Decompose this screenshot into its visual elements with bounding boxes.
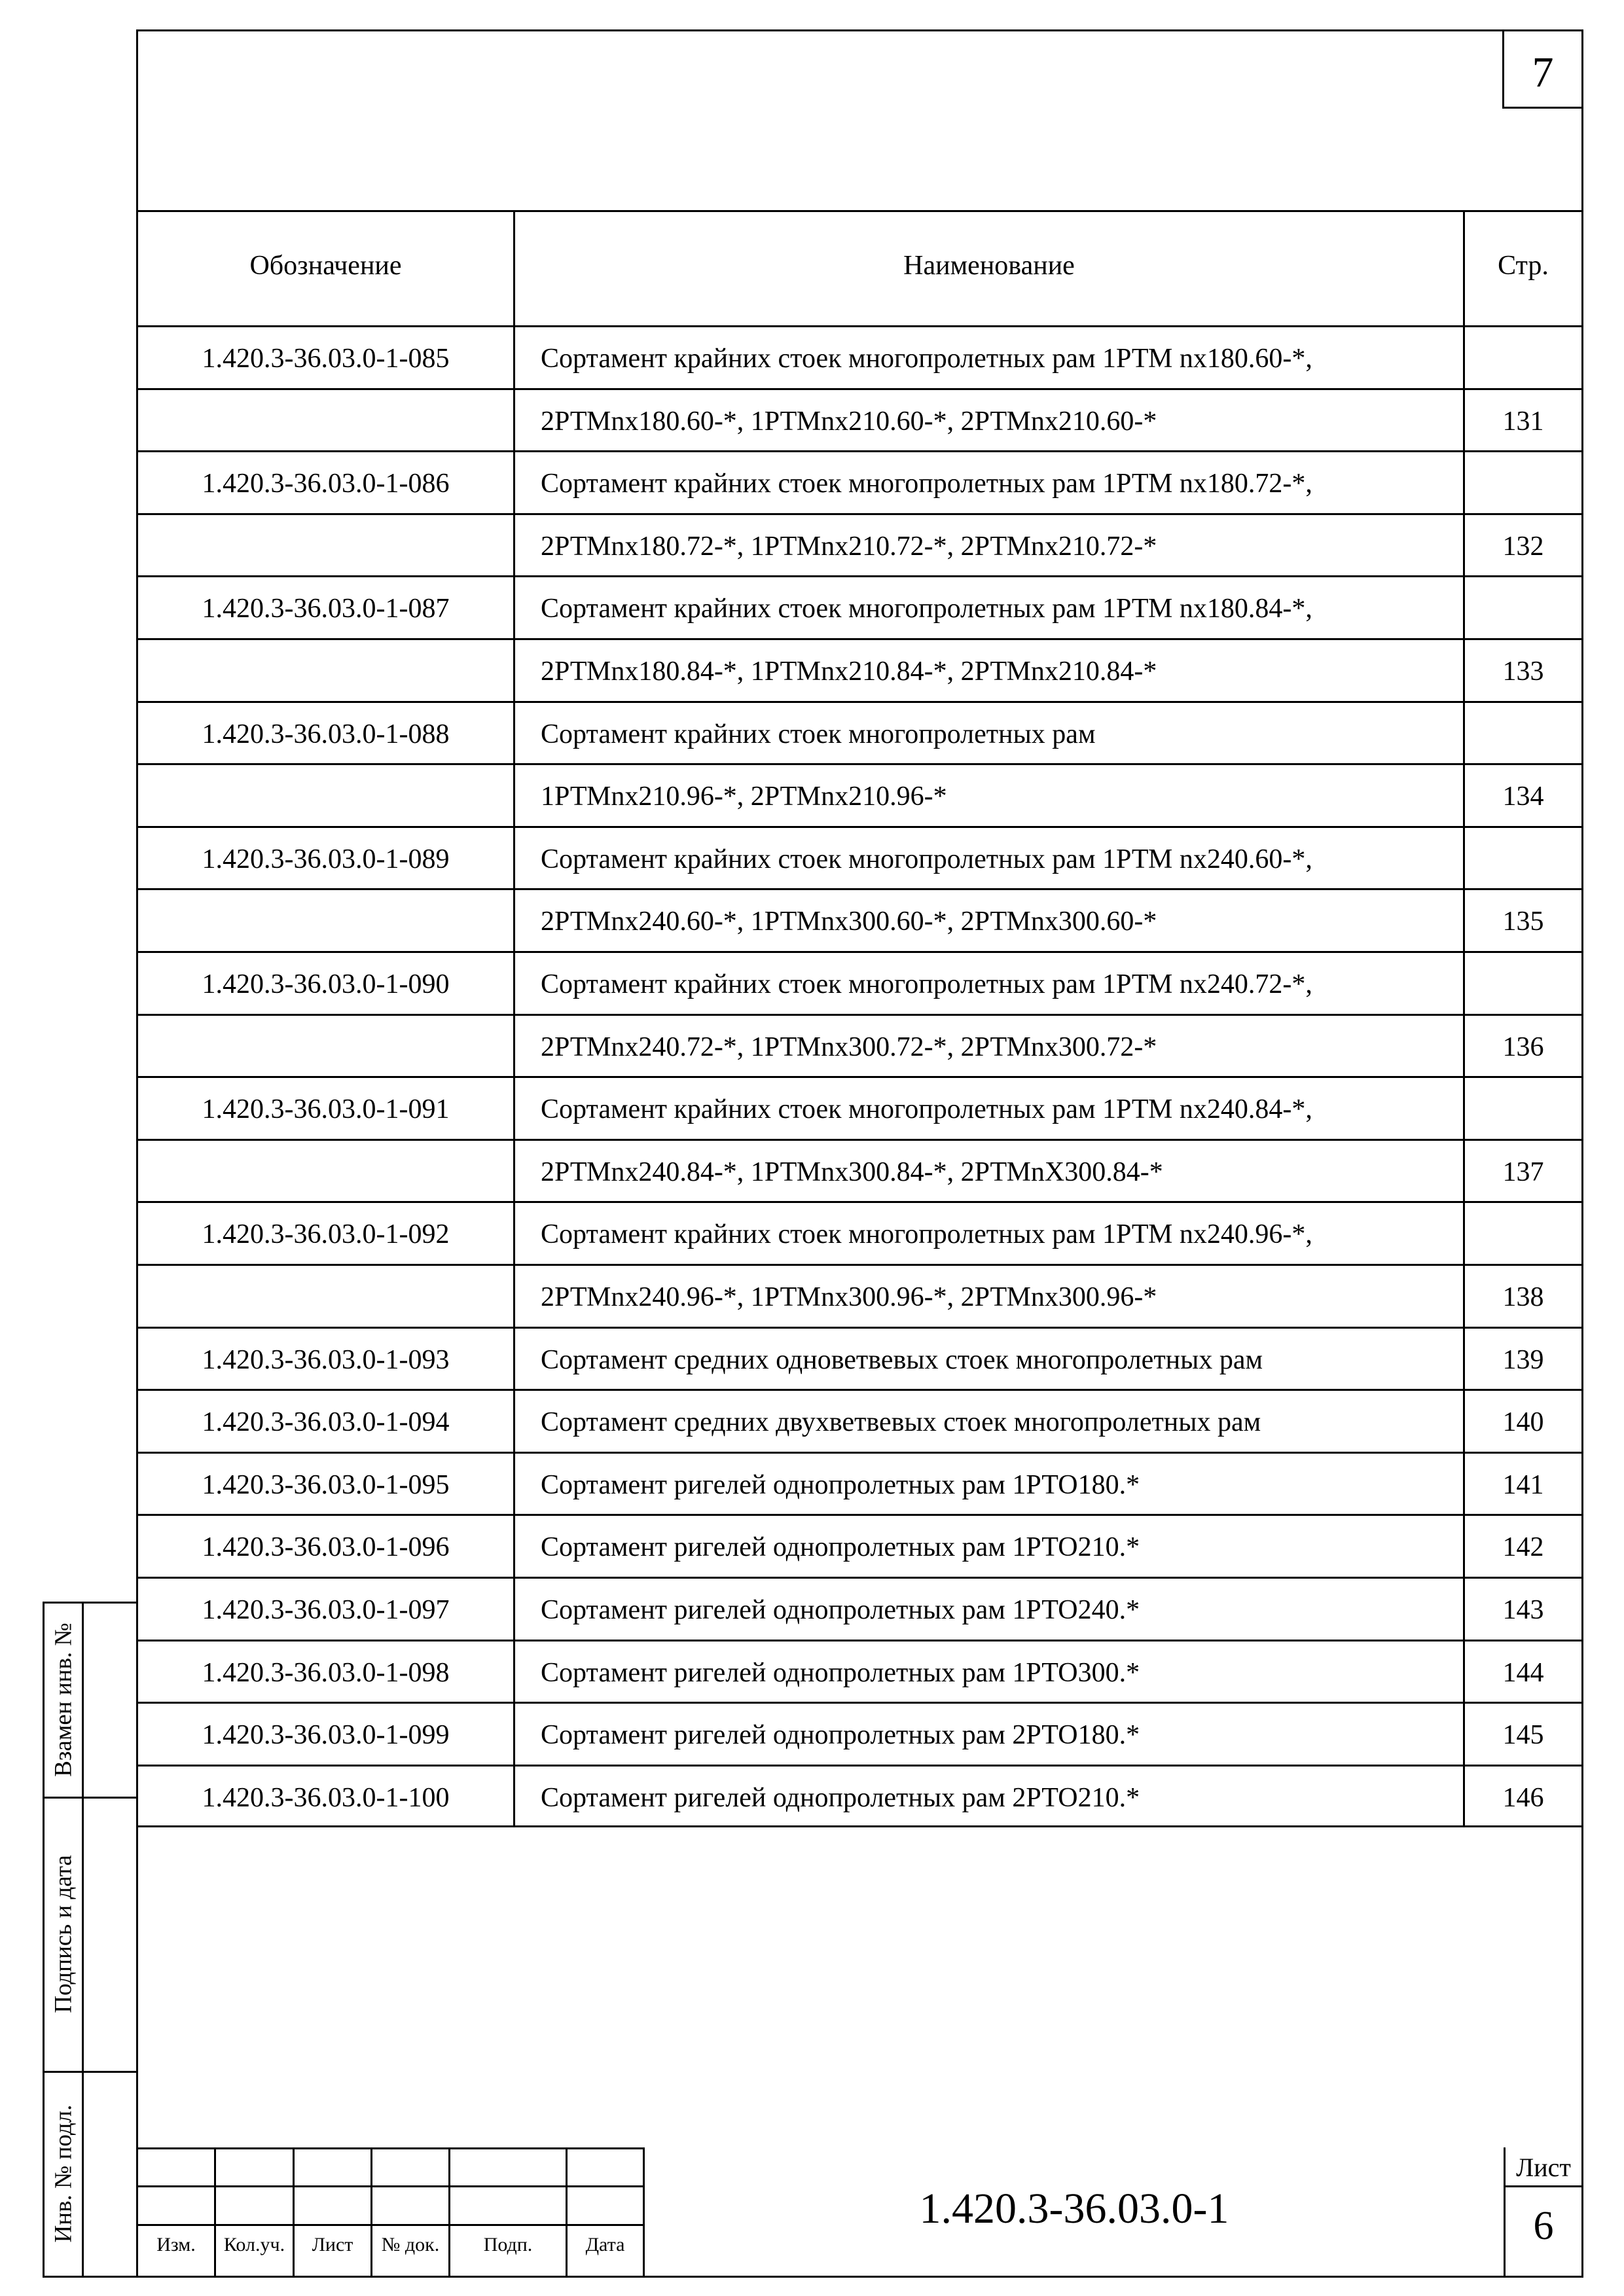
col-label-list: Лист: [312, 2234, 353, 2255]
title-block-col-5: [566, 2147, 568, 2278]
side-stamp-line-1: [43, 1797, 136, 1799]
row-name: Сортамент крайних стоек многопролетных рам 1РТМ nx180.60-*,: [541, 344, 1312, 374]
col-label-izm: Изм.: [156, 2234, 196, 2255]
row-page: 142: [1502, 1532, 1544, 1563]
row-divider: [136, 1264, 1583, 1266]
col-label-signature: Подп.: [483, 2234, 533, 2255]
row-divider: [136, 1389, 1583, 1391]
col-label-kol-uch: Кол.уч.: [223, 2234, 285, 2255]
row-divider: [136, 1327, 1583, 1329]
row-divider: [136, 1076, 1583, 1078]
row-divider: [136, 1640, 1583, 1641]
row-divider: [136, 1014, 1583, 1016]
document-code: 1.420.3-36.03.0-1: [919, 2185, 1229, 2233]
table-col-divider-1: [513, 210, 515, 1827]
sheet-box-divider: [1504, 2185, 1583, 2187]
frame-top-border: [136, 29, 1583, 31]
row-name: 1РТМnx210.96-*, 2РТМnx210.96-*: [541, 781, 947, 812]
row-name: Сортамент ригелей однопролетных рам 1РТО180.*: [541, 1469, 1140, 1500]
row-divider: [136, 575, 1583, 577]
row-designation: 1.420.3-36.03.0-1-089: [202, 844, 450, 874]
row-name: 2РТМnx180.72-*, 1РТМnx210.72-*, 2РТМnx210.72-*: [541, 531, 1157, 562]
row-name: 2РТМnx180.84-*, 1РТМnx210.84-*, 2РТМnx210.84-*: [541, 656, 1157, 687]
side-stamp-inv-original: Инв. № подл.: [50, 2104, 77, 2243]
header-designation: Обозначение: [249, 251, 402, 281]
row-divider: [136, 951, 1583, 953]
row-divider: [136, 513, 1583, 515]
row-name: Сортамент ригелей однопролетных рам 2РТО210.*: [541, 1782, 1140, 1813]
row-designation: 1.420.3-36.03.0-1-096: [202, 1532, 450, 1563]
row-page: 144: [1502, 1657, 1544, 1688]
frame-right-border: [1581, 29, 1583, 2278]
row-name: 2РТМnx180.60-*, 1РТМnx210.60-*, 2РТМnx210.60-*: [541, 406, 1157, 437]
row-name: Сортамент крайних стоек многопролетных рам: [541, 719, 1096, 749]
row-designation: 1.420.3-36.03.0-1-087: [202, 594, 450, 624]
row-divider: [136, 701, 1583, 703]
col-label-date: Дата: [585, 2234, 625, 2255]
row-designation: 1.420.3-36.03.0-1-091: [202, 1094, 450, 1125]
row-name: Сортамент ригелей однопролетных рам 1РТО240.*: [541, 1595, 1140, 1625]
row-divider: [136, 1702, 1583, 1704]
row-divider: [136, 1201, 1583, 1203]
row-divider: [136, 826, 1583, 828]
table-header-bottom: [136, 325, 1583, 327]
row-page: 143: [1502, 1595, 1544, 1625]
row-divider: [136, 638, 1583, 640]
row-page: 145: [1502, 1720, 1544, 1751]
row-name: Сортамент ригелей однопролетных рам 1РТО210.*: [541, 1532, 1140, 1563]
row-page: 140: [1502, 1407, 1544, 1438]
row-page: 141: [1502, 1469, 1544, 1500]
frame-bottom-border: [43, 2276, 1583, 2278]
row-divider: [136, 888, 1583, 890]
row-designation: 1.420.3-36.03.0-1-093: [202, 1344, 450, 1375]
row-page: 139: [1502, 1344, 1544, 1375]
row-designation: 1.420.3-36.03.0-1-097: [202, 1595, 450, 1625]
title-block-col-2: [293, 2147, 295, 2278]
row-page: 135: [1502, 906, 1544, 937]
page-number-box-bottom: [1502, 107, 1583, 109]
row-designation: 1.420.3-36.03.0-1-099: [202, 1720, 450, 1751]
row-divider: [136, 1452, 1583, 1454]
row-divider: [136, 388, 1583, 390]
row-designation: 1.420.3-36.03.0-1-086: [202, 469, 450, 499]
row-name: 2РТМnx240.60-*, 1РТМnx300.60-*, 2РТМnx300.60-*: [541, 906, 1157, 937]
row-designation: 1.420.3-36.03.0-1-094: [202, 1407, 450, 1438]
table-bottom-border: [136, 1825, 1583, 1827]
sheet-number: 6: [1533, 2204, 1554, 2248]
row-divider: [136, 450, 1583, 452]
row-name: 2РТМnx240.72-*, 1РТМnx300.72-*, 2РТМnx300.72-*: [541, 1031, 1157, 1062]
row-designation: 1.420.3-36.03.0-1-092: [202, 1219, 450, 1250]
row-name: Сортамент крайних стоек многопролетных рам 1РТМ nx240.60-*,: [541, 844, 1312, 874]
row-name: Сортамент крайних стоек многопролетных рам 1РТМ nx240.84-*,: [541, 1094, 1312, 1125]
side-stamp-left: [43, 1602, 45, 2278]
title-block-col-4: [448, 2147, 450, 2278]
row-page: 138: [1502, 1282, 1544, 1312]
row-divider: [136, 1765, 1583, 1767]
row-divider: [136, 1514, 1583, 1516]
title-block-col-3: [370, 2147, 372, 2278]
row-designation: 1.420.3-36.03.0-1-090: [202, 969, 450, 999]
side-stamp-divider: [82, 1602, 84, 2278]
row-page: 131: [1502, 406, 1544, 437]
row-name: Сортамент крайних стоек многопролетных рам 1РТМ nx240.72-*,: [541, 969, 1312, 999]
row-designation: 1.420.3-36.03.0-1-098: [202, 1657, 450, 1688]
row-designation: 1.420.3-36.03.0-1-085: [202, 344, 450, 374]
row-page: 134: [1502, 781, 1544, 812]
row-page: 133: [1502, 656, 1544, 687]
table-top-border: [136, 210, 1583, 212]
header-page: Стр.: [1498, 251, 1549, 281]
row-page: 136: [1502, 1031, 1544, 1062]
row-page: 146: [1502, 1782, 1544, 1813]
row-name: 2РТМnx240.96-*, 1РТМnx300.96-*, 2РТМnx300.96-*: [541, 1282, 1157, 1312]
row-name: Сортамент ригелей однопролетных рам 2РТО180.*: [541, 1720, 1140, 1751]
row-name: Сортамент ригелей однопролетных рам 1РТО300.*: [541, 1657, 1140, 1688]
row-divider: [136, 1577, 1583, 1579]
row-designation: 1.420.3-36.03.0-1-100: [202, 1782, 450, 1813]
side-stamp-line-2: [43, 2071, 136, 2073]
row-divider: [136, 763, 1583, 765]
row-page: 132: [1502, 531, 1544, 562]
title-block-col-1: [214, 2147, 216, 2278]
row-name: Сортамент средних одноветвевых стоек многопролетных рам: [541, 1344, 1263, 1375]
sheet-label: Лист: [1516, 2153, 1571, 2182]
row-name: Сортамент средних двухветвевых стоек многопролетных рам: [541, 1407, 1261, 1438]
side-stamp-top: [43, 1602, 136, 1604]
row-divider: [136, 1139, 1583, 1141]
row-designation: 1.420.3-36.03.0-1-095: [202, 1469, 450, 1500]
page-number-top: 7: [1532, 48, 1554, 96]
row-designation: 1.420.3-36.03.0-1-088: [202, 719, 450, 749]
row-name: Сортамент крайних стоек многопролетных рам 1РТМ nx180.84-*,: [541, 594, 1312, 624]
row-name: Сортамент крайних стоек многопролетных рам 1РТМ nx180.72-*,: [541, 469, 1312, 499]
row-name: 2РТМnx240.84-*, 1РТМnx300.84-*, 2РТМnХ300.84-*: [541, 1157, 1163, 1187]
header-name: Наименование: [903, 251, 1075, 281]
side-stamp-replaced-inv: Взамен инв. №: [50, 1623, 77, 1777]
row-page: 137: [1502, 1157, 1544, 1187]
col-label-doc-number: № док.: [381, 2234, 440, 2255]
side-stamp-signature-date: Подпись и дата: [50, 1855, 77, 2013]
table-col-divider-2: [1463, 210, 1465, 1827]
row-name: Сортамент крайних стоек многопролетных рам 1РТМ nx240.96-*,: [541, 1219, 1312, 1250]
